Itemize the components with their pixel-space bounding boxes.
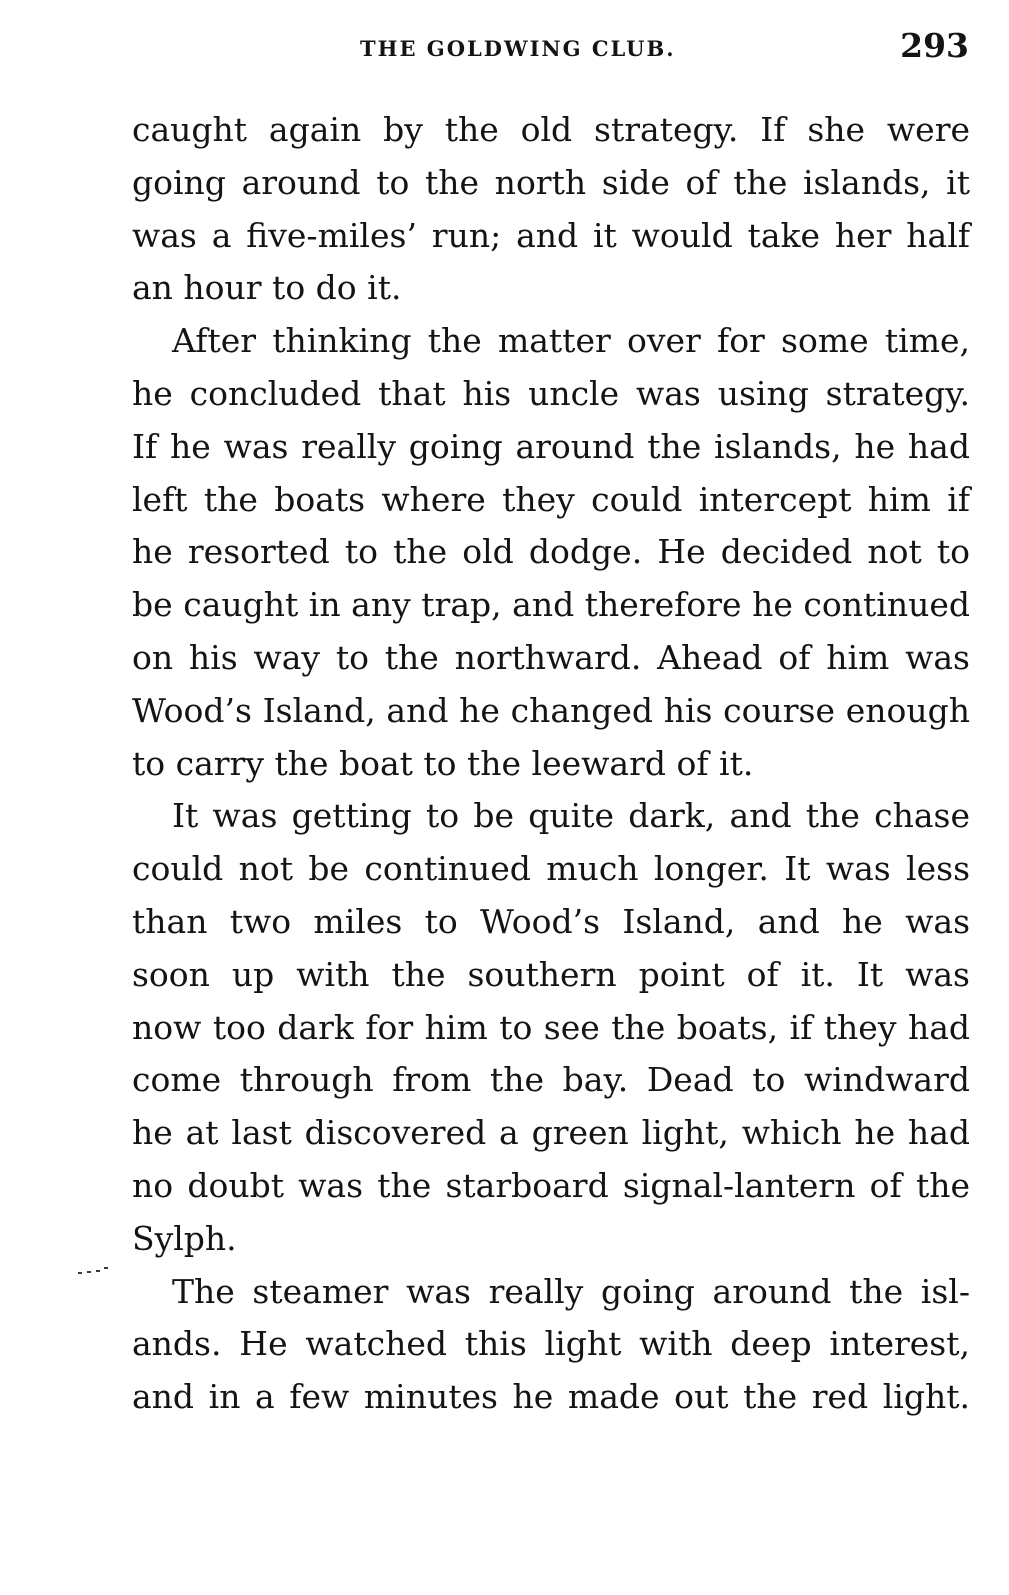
text-line: he concluded that his uncle was using strategy. <box>132 373 970 413</box>
text-line: on his way to the northward. Ahead of him was <box>132 637 970 677</box>
text-line: he resorted to the old dodge. He decided not to <box>132 532 970 572</box>
text-line: no doubt was the starboard signal-lantern of the <box>132 1165 970 1205</box>
paragraph <box>132 1266 970 1424</box>
paragraph <box>132 104 970 315</box>
text-line: an hour to do it. <box>132 268 402 308</box>
text-line: caught again by the old strategy. If she were <box>132 110 970 149</box>
text-line: to carry the boat to the leeward of it. <box>132 743 754 783</box>
text-line: soon up with the southern point of it. It was <box>132 954 970 994</box>
text-line: Sylph. <box>132 1218 237 1258</box>
running-title: THE GOLDWING CLUB. <box>360 36 676 61</box>
text-line: now too dark for him to see the boats, if they had <box>132 1007 970 1047</box>
text-line: After thinking the matter over for some time, <box>172 321 970 361</box>
body-text <box>132 104 970 1424</box>
text-line: The steamer was really going around the isl- <box>172 1271 970 1311</box>
text-line: than two miles to Wood’s Island, and he was <box>132 901 970 941</box>
text-line: he at last discovered a green light, which he had <box>132 1113 970 1153</box>
text-line: ands. He watched this light with deep interest, <box>132 1324 970 1364</box>
text-line: was a five-miles’ run; and it would take her half <box>132 215 970 255</box>
text-line: could not be continued much longer. It was less <box>132 849 970 889</box>
text-line: going around to the north side of the islands, it <box>132 162 970 202</box>
paragraph <box>132 315 970 790</box>
text-line: and in a few minutes he made out the red light. <box>132 1377 970 1417</box>
ink-specks <box>78 1262 118 1282</box>
text-line: left the boats where they could intercept him if <box>132 479 970 519</box>
text-line: be caught in any trap, and therefore he continued <box>132 585 970 625</box>
text-line: come through from the bay. Dead to windward <box>132 1060 970 1100</box>
text-line: Wood’s Island, and he changed his course enough <box>132 690 970 730</box>
paragraph <box>132 790 970 1265</box>
page-number: 293 <box>900 26 969 65</box>
running-head <box>0 26 1009 70</box>
text-line: It was getting to be quite dark, and the chase <box>172 796 970 836</box>
text-line: If he was really going around the islands, he had <box>132 426 970 466</box>
